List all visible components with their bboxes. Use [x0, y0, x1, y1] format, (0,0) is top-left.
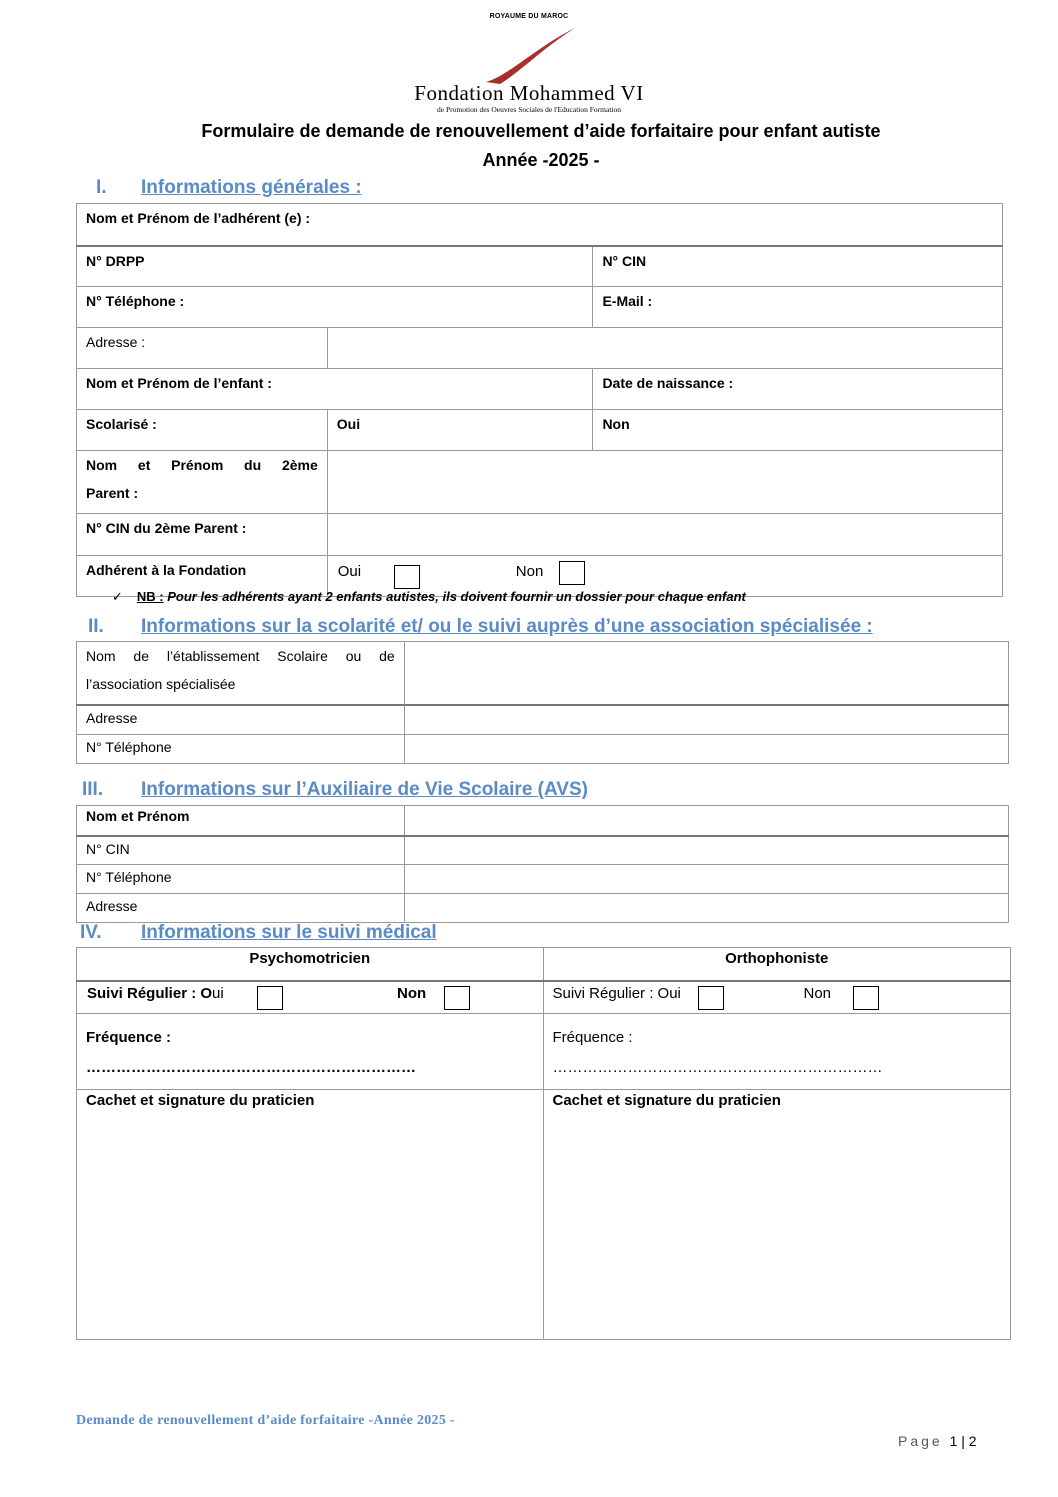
speech-signature-label: Cachet et signature du praticien: [552, 1092, 781, 1109]
check-icon: ✓: [112, 589, 123, 604]
drpp-field[interactable]: [77, 246, 593, 287]
avs-address-label: Adresse: [86, 898, 138, 914]
member-yes-checkbox[interactable]: [394, 565, 420, 589]
footer-caption: Demande de renouvellement d’aide forfaitaire -Année 2025 -: [76, 1413, 455, 1428]
form-title: Formulaire de demande de renouvellement d’aide forfaitaire pour enfant autiste: [201, 121, 881, 141]
psychomotor-no-checkbox[interactable]: [444, 986, 470, 1010]
child-name-field[interactable]: [77, 369, 593, 410]
psychomotor-header: [77, 948, 544, 981]
email-field[interactable]: [593, 287, 1003, 328]
speech-signature-field[interactable]: [543, 1090, 1011, 1340]
member-yes-label: Oui: [337, 563, 362, 580]
establishment-label-2: l’association spécialisée: [86, 676, 236, 692]
psychomotor-frequency-field[interactable]: [77, 1014, 544, 1090]
psychomotor-label: Psychomotricien: [249, 950, 371, 967]
birth-date-field[interactable]: [593, 369, 1003, 410]
foundation-logo-icon: [478, 26, 578, 86]
speech-followup-label: Suivi Régulier : Oui: [552, 984, 681, 1002]
avs-phone-field[interactable]: [404, 865, 1008, 894]
schooling-table: [76, 641, 1009, 764]
avs-address-label-cell: [77, 894, 405, 923]
section-2-number: II.: [88, 616, 104, 637]
form-year: Année -2025 -: [482, 150, 600, 170]
foundation-subtitle: de Promotion des Oeuvres Sociales de l'Education Formation: [436, 105, 622, 114]
speech-followup-cell: [543, 981, 1011, 1014]
speech-frequency-label: Fréquence :: [552, 1029, 633, 1046]
avs-table: [76, 805, 1009, 923]
psychomotor-frequency-dots: …………………………………………………………: [86, 1059, 416, 1076]
cin-field[interactable]: [593, 246, 1003, 287]
phone-label: N° Téléphone :: [86, 293, 185, 309]
adherent-name-label: Nom et Prénom de l’adhérent (e) :: [86, 210, 311, 226]
drpp-label: N° DRPP: [86, 252, 145, 269]
kingdom-label: ROYAUME DU MAROC: [489, 13, 569, 20]
schooled-no-label: Non: [602, 416, 630, 432]
member-no-label: Non: [515, 563, 544, 580]
psychomotor-followup-label-b: ui: [212, 984, 224, 1002]
speech-no-checkbox[interactable]: [853, 986, 879, 1010]
second-parent-name-label-cell: [77, 451, 328, 514]
psychomotor-followup-cell: [77, 981, 544, 1014]
page-label: Page: [898, 1433, 943, 1449]
second-parent-cin-label-cell: [77, 514, 328, 556]
avs-cin-label: N° CIN: [86, 840, 130, 857]
section-1-number: I.: [96, 177, 107, 198]
medical-table: [76, 947, 1011, 1340]
school-address-field[interactable]: [404, 705, 1008, 734]
speech-no-label: Non: [803, 984, 832, 1002]
school-phone-field[interactable]: [404, 734, 1008, 763]
phone-field[interactable]: [77, 287, 593, 328]
schooled-yes-label: Oui: [336, 416, 361, 432]
adherent-name-field[interactable]: [77, 204, 1003, 246]
section-1-title: Informations générales :: [141, 177, 362, 198]
foundation-name: Fondation Mohammed VI: [414, 81, 644, 105]
schooled-no-cell[interactable]: [593, 410, 1003, 451]
psychomotor-yes-checkbox[interactable]: [257, 986, 283, 1010]
speech-frequency-dots: …………………………………………………………: [552, 1059, 883, 1076]
avs-phone-label-cell: [77, 865, 405, 894]
address-label: Adresse :: [86, 334, 146, 350]
member-no-checkbox[interactable]: [559, 561, 585, 585]
email-label: E-Mail :: [602, 293, 653, 309]
birth-date-label: Date de naissance :: [602, 375, 734, 391]
page-number: [898, 1433, 977, 1449]
nb-text: Pour les adhérents ayant 2 enfants autistes, ils doivent fournir un dossier pour chaque enfant: [163, 589, 746, 604]
avs-phone-label: N° Téléphone: [86, 869, 172, 885]
avs-name-label: Nom et Prénom: [86, 808, 190, 824]
schooled-yes-cell[interactable]: [327, 410, 593, 451]
schooled-label-cell: [77, 410, 328, 451]
second-parent-cin-label: N° CIN du 2ème Parent :: [86, 520, 247, 536]
psychomotor-signature-label: Cachet et signature du praticien: [86, 1092, 315, 1109]
avs-cin-label-cell: [77, 836, 405, 865]
speech-therapist-label: Orthophoniste: [725, 950, 829, 967]
section-4-title: Informations sur le suivi médical: [141, 922, 437, 943]
section-3-number: III.: [82, 779, 104, 800]
psychomotor-frequency-label: Fréquence :: [86, 1029, 172, 1046]
avs-name-field[interactable]: [404, 806, 1008, 836]
address-field[interactable]: [327, 328, 1002, 369]
section-3-title: Informations sur l’Auxiliaire de Vie Scolaire (AVS): [141, 779, 588, 800]
establishment-label-cell: [77, 642, 405, 706]
psychomotor-signature-field[interactable]: [77, 1090, 544, 1340]
second-parent-name-label-2: Parent :: [86, 485, 139, 501]
nb-label: NB :: [136, 589, 164, 604]
psychomotor-no-label: Non: [397, 984, 427, 1002]
psychomotor-followup-label-a: Suivi Régulier : O: [87, 984, 213, 1002]
second-parent-cin-field[interactable]: [327, 514, 1002, 556]
general-info-table: [76, 203, 1003, 597]
schooled-label: Scolarisé :: [86, 416, 157, 432]
establishment-field[interactable]: [404, 642, 1008, 706]
avs-name-label-cell: [77, 806, 405, 836]
cin-label: N° CIN: [602, 252, 647, 269]
child-name-label: Nom et Prénom de l’enfant :: [86, 375, 272, 391]
school-address-label-cell: [77, 705, 405, 734]
foundation-member-label: Adhérent à la Fondation: [86, 562, 247, 578]
psychomotor-followup-label: [87, 985, 224, 1002]
school-phone-label: N° Téléphone: [86, 738, 172, 755]
speech-yes-checkbox[interactable]: [698, 986, 724, 1010]
section-4-number: IV.: [80, 922, 102, 943]
avs-cin-field[interactable]: [404, 836, 1008, 865]
second-parent-name-label-1: Nom et Prénom du 2ème: [86, 457, 318, 473]
second-parent-name-field[interactable]: [327, 451, 1002, 514]
address-label-cell: [77, 328, 328, 369]
page-num: 1 | 2: [949, 1433, 977, 1449]
section-2-title: Informations sur la scolarité et/ ou le suivi auprès d’une association spécialisée :: [141, 616, 873, 637]
speech-frequency-field[interactable]: [543, 1014, 1011, 1090]
school-phone-label-cell: [77, 734, 405, 763]
speech-therapist-header: [543, 948, 1011, 981]
establishment-label-1: Nom de l’établissement Scolaire ou de: [86, 648, 395, 664]
nb-note: [112, 589, 746, 605]
avs-address-field[interactable]: [404, 894, 1008, 923]
school-address-label: Adresse: [86, 710, 138, 726]
